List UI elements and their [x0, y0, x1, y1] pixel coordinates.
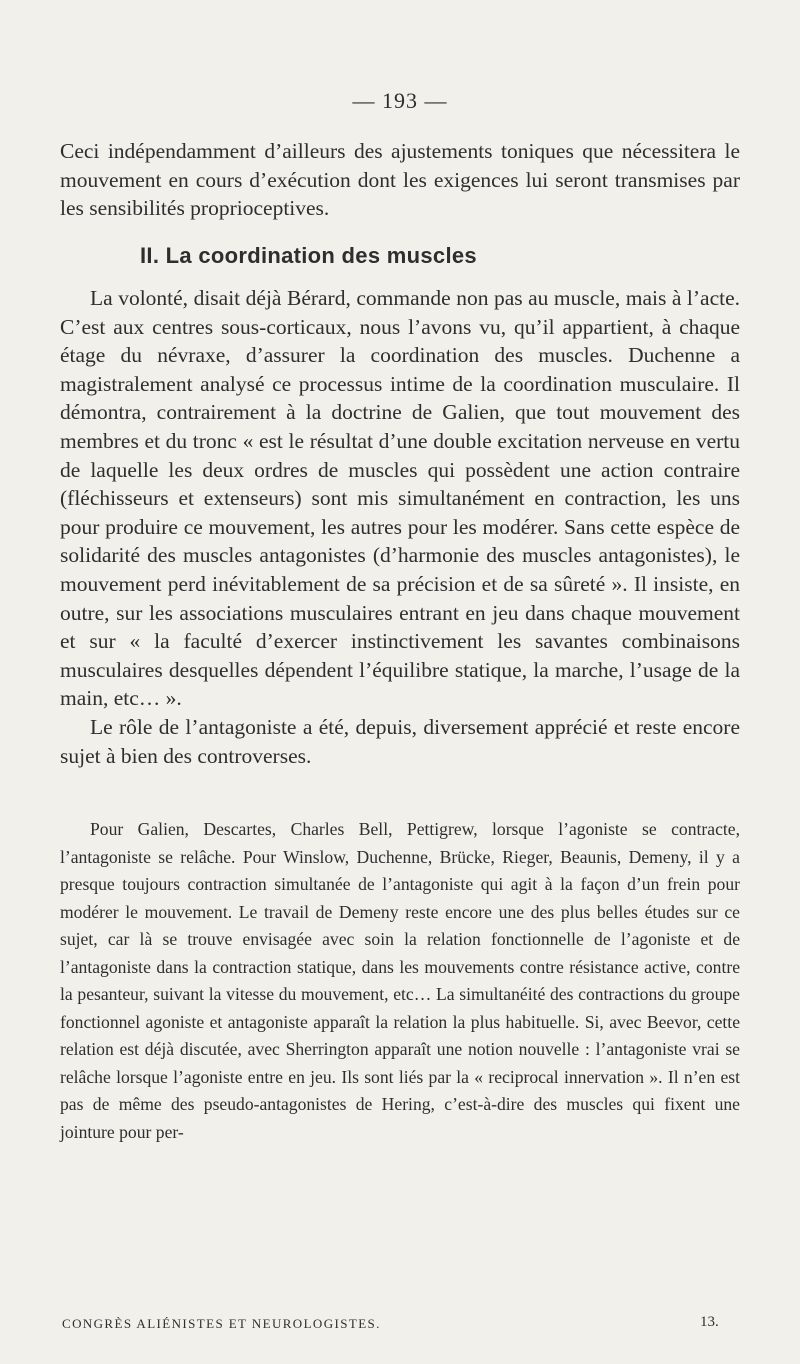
body-text-block	[60, 284, 740, 770]
section-heading: II. La coordination des muscles	[140, 243, 477, 268]
paragraph-1: Ceci indépendamment d’ailleurs des ajustements toniques que nécessitera le mouvement en cours d’exécution dont les exigences lui seront transmises par les sensibilités proprioceptives.	[60, 139, 740, 221]
small-print-paragraph: Pour Galien, Descartes, Charles Bell, Pettigrew, lorsque l’agoniste se contracte, l’antagoniste se relâche. Pour Winslow, Duchenne, Brücke, Rieger, Beaunis, Demeny, il y a presque toujours contraction simultanée de l’antagoniste qui agit à la façon d’un frein pour modérer le mouvement. Le travail de Demeny reste encore une des plus belles études sur ce sujet, car là se trouve envisagée avec soin la relation fonctionnelle de l’agoniste et de l’antagoniste dans la contraction statique, dans les mouvements contre résistance active, contre la pesanteur, suivant la vitesse du mouvement, etc… La simultanéité des contractions du groupe fonctionnel agoniste et antagoniste apparaît la relation la plus habituelle. Si, avec Beevor, cette relation est déjà discutée, avec Sherrington apparaît une notion nouvelle : l’antagoniste vrai se relâche lorsque l’agoniste entre en jeu. Ils sont liés par la « reciprocal innervation ». Il n’en est pas de même des pseudo-antagonistes de Hering, c’est-à-dire des muscles qui fixent une jointure pour per-	[60, 819, 740, 1142]
paragraph-1-block	[60, 137, 740, 223]
paragraph-2: La volonté, disait déjà Bérard, commande non pas au muscle, mais à l’acte. C’est aux centres sous-corticaux, nous l’avons vu, qu’il appartient, à chaque étage du névraxe, d’assurer la coordination des muscles. Duchenne a magistralement analysé ce processus intime de la coordination musculaire. Il démontra, contrairement à la doctrine de Galien, que tout mouvement des membres et du tronc « est le résultat d’une double excitation nerveuse en vertu de laquelle les deux ordres de muscles qui possèdent une action contraire (fléchisseurs et extenseurs) sont mis simultanément en contraction, les uns pour produire ce mouvement, les autres pour les modérer. Sans cette espèce de solidarité des muscles antagonistes (d’harmonie des muscles antagonistes), le mouvement perd inévitablement de sa précision et de sa sûreté ». Il insiste, en outre, sur les associations musculaires entrant en jeu dans chaque mouvement et sur « la faculté d’exercer instinctivement les savantes combinaisons musculaires desquelles dépendent l’équilibre statique, la marche, l’usage de la main, etc… ».	[60, 286, 740, 711]
paragraph-3: Le rôle de l’antagoniste a été, depuis, diversement apprécié et reste encore sujet à bien des controverses.	[60, 714, 740, 768]
footer-signature: CONGRÈS ALIÉNISTES ET NEUROLOGISTES.	[62, 1316, 381, 1331]
footer-sheet-number: 13.	[700, 1314, 719, 1330]
page-number: — 193 —	[352, 88, 448, 113]
